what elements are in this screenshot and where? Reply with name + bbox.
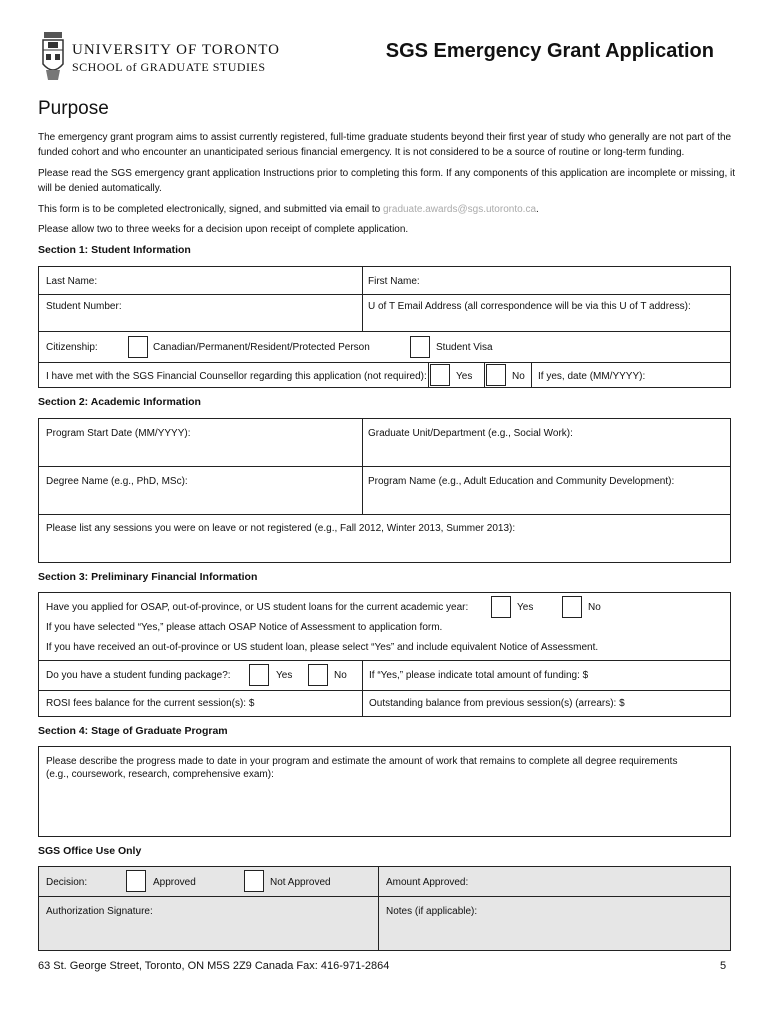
- funding-amount-field[interactable]: If “Yes,” please indicate total amount of funding: $: [369, 670, 589, 681]
- program-start-date-field[interactable]: Program Start Date (MM/YYYY):: [46, 428, 191, 439]
- section4-heading: Section 4: Stage of Graduate Program: [38, 725, 228, 737]
- citizen-canadian-checkbox[interactable]: [128, 336, 148, 358]
- last-name-field[interactable]: Last Name:: [46, 276, 98, 287]
- funding-package-question: Do you have a student funding package?:: [46, 670, 231, 681]
- outstanding-balance-field[interactable]: Outstanding balance from previous session(s) (arrears): $: [369, 698, 625, 709]
- citizen-visa-label: Student Visa: [436, 342, 493, 353]
- counsellor-yes-label: Yes: [456, 371, 473, 382]
- citizenship-label: Citizenship:: [46, 342, 98, 353]
- degree-name-field[interactable]: Degree Name (e.g., PhD, MSc):: [46, 476, 188, 487]
- section3-heading: Section 3: Preliminary Financial Information: [38, 571, 258, 583]
- university-crest-logo: [40, 30, 66, 82]
- counsellor-yes-checkbox[interactable]: [430, 364, 450, 386]
- not-approved-checkbox[interactable]: [244, 870, 264, 892]
- purpose-heading: Purpose: [38, 98, 109, 119]
- section2-heading: Section 2: Academic Information: [38, 396, 201, 408]
- program-name-field[interactable]: Program Name (e.g., Adult Education and Community Development):: [368, 476, 675, 487]
- approved-checkbox[interactable]: [126, 870, 146, 892]
- osap-yes-label: Yes: [517, 602, 534, 613]
- purpose-paragraph-3: [38, 202, 738, 217]
- page-number: 5: [720, 960, 727, 972]
- purpose-paragraph-1: The emergency grant program aims to assist currently registered, full-time graduate students beyond their first year of study who generally are not part of the funded cohort and who encounter an unanticipated serious financial emergency. It is not considered to be a source of routine or long-term funding.: [38, 132, 732, 158]
- page-title: SGS Emergency Grant Application: [385, 40, 714, 62]
- first-name-field[interactable]: First Name:: [368, 276, 420, 287]
- osap-yes-checkbox[interactable]: [491, 596, 511, 618]
- osap-no-checkbox[interactable]: [562, 596, 582, 618]
- counsellor-question: I have met with the SGS Financial Counsellor regarding this application (not required):: [46, 371, 427, 382]
- decision-label: Decision:: [46, 877, 88, 888]
- amount-approved-field[interactable]: Amount Approved:: [386, 877, 469, 888]
- counsellor-no-label: No: [512, 371, 525, 382]
- funding-yes-checkbox[interactable]: [249, 664, 269, 686]
- not-approved-label: Not Approved: [270, 877, 331, 888]
- purpose-paragraph-2: Please read the SGS emergency grant application Instructions prior to completing this form. If any components of this application are incomplete or missing, it will be denied automatically.: [38, 168, 736, 194]
- notes-field[interactable]: Notes (if applicable):: [386, 906, 478, 917]
- logo-school-name: SCHOOL of GRADUATE STUDIES: [72, 60, 266, 74]
- osap-question: Have you applied for OSAP, out-of-province, or US student loans for the current academic year:: [46, 602, 469, 613]
- graduate-unit-field[interactable]: Graduate Unit/Department (e.g., Social Work):: [368, 428, 573, 439]
- counsellor-no-checkbox[interactable]: [486, 364, 506, 386]
- funding-no-checkbox[interactable]: [308, 664, 328, 686]
- osap-note-1: If you have selected “Yes,” please attach OSAP Notice of Assessment to application form.: [46, 622, 443, 633]
- office-heading: SGS Office Use Only: [38, 845, 142, 857]
- period: .: [536, 204, 539, 215]
- footer-address: 63 St. George Street, Toronto, ON M5S 2Z9 Canada Fax: 416-971-2864: [38, 960, 390, 972]
- section1-heading: Section 1: Student Information: [38, 244, 191, 256]
- sessions-leave-field[interactable]: Please list any sessions you were on leave or not registered (e.g., Fall 2012, Winter 2013, Summer 2013):: [46, 523, 516, 534]
- progress-description-field[interactable]: Please describe the progress made to date in your program and estimate the amount of work that remains to complete all degree requirements (e.g., coursework, research, comprehensive exam):: [46, 756, 678, 780]
- uoft-email-field[interactable]: U of T Email Address (all correspondence will be via this U of T address):: [368, 301, 691, 312]
- submit-instruction: This form is to be completed electronically, signed, and submitted via email to: [38, 204, 383, 215]
- approved-label: Approved: [153, 877, 196, 888]
- funding-yes-label: Yes: [276, 670, 293, 681]
- email-link[interactable]: graduate.awards@sgs.utoronto.ca: [382, 204, 537, 215]
- citizen-visa-checkbox[interactable]: [410, 336, 430, 358]
- osap-no-label: No: [588, 602, 601, 613]
- counsellor-date-field[interactable]: If yes, date (MM/YYYY):: [538, 371, 646, 382]
- logo-university-name: UNIVERSITY OF TORONTO: [72, 42, 280, 58]
- funding-no-label: No: [334, 670, 347, 681]
- student-number-field[interactable]: Student Number:: [46, 301, 122, 312]
- osap-note-2: If you have received an out-of-province or US student loan, please select “Yes” and include equivalent Notice of Assessment.: [46, 642, 599, 653]
- rosi-balance-field[interactable]: ROSI fees balance for the current session(s): $: [46, 698, 255, 709]
- citizen-canadian-label: Canadian/Permanent/Resident/Protected Person: [153, 342, 370, 353]
- purpose-paragraph-4: Please allow two to three weeks for a decision upon receipt of complete application.: [38, 224, 409, 235]
- authorization-signature-field[interactable]: Authorization Signature:: [46, 906, 153, 917]
